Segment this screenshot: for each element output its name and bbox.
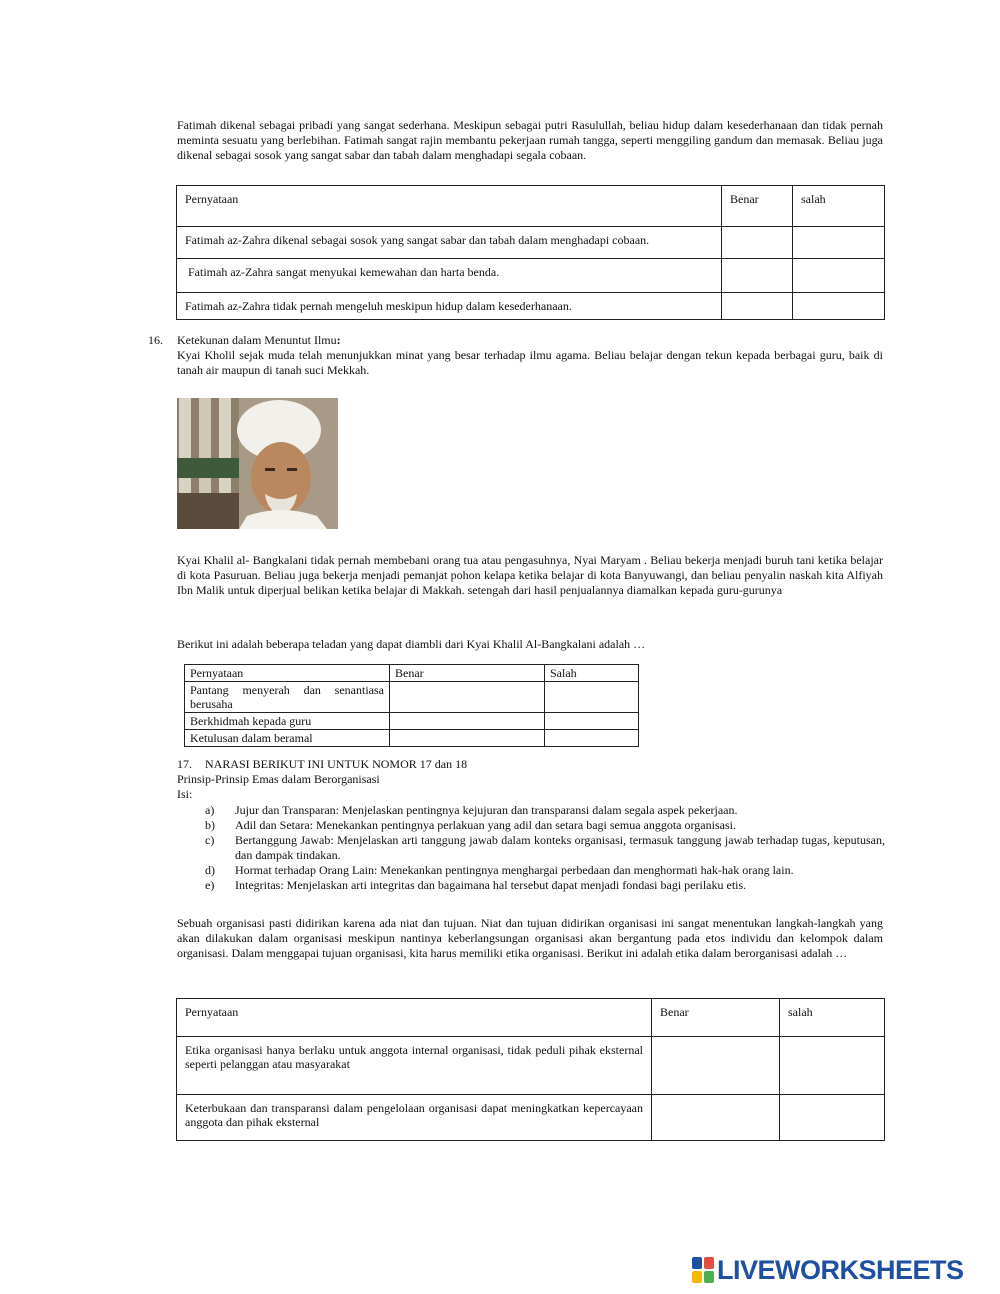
q17-heading — [177, 757, 467, 772]
answer-benar-cell[interactable] — [722, 293, 793, 320]
answer-benar-cell[interactable] — [390, 730, 545, 747]
answer-salah-cell[interactable] — [793, 293, 885, 320]
list-item-text: Hormat terhadap Orang Lain: Menekankan pentingnya menghargai perbedaan dan menghormati hak-hak orang lain. — [235, 863, 794, 877]
table-row: Fatimah az-Zahra sangat menyukai kemewahan dan harta benda. — [177, 259, 722, 293]
question-number-16: 16. — [148, 333, 163, 347]
header-salah: salah — [793, 186, 885, 227]
table-row: Berkhidmah kepada guru — [185, 713, 390, 730]
answer-benar-cell[interactable] — [722, 227, 793, 259]
header-benar: Benar — [652, 999, 780, 1037]
list-item — [205, 818, 885, 833]
portrait-illustration — [177, 398, 338, 529]
table-teladan — [184, 664, 639, 747]
list-item — [205, 833, 885, 863]
list-marker: b) — [205, 818, 215, 832]
list-marker: a) — [205, 803, 215, 817]
header-benar: Benar — [722, 186, 793, 227]
list-item-text: Jujur dan Transparan: Menjelaskan pentingnya kejujuran dan transparansi dalam segala aspek pekerjaan. — [235, 803, 738, 817]
answer-benar-cell[interactable] — [390, 682, 545, 713]
q16-title-colon: : — [336, 333, 341, 347]
kyai-portrait-image — [177, 398, 338, 529]
header-benar: Benar — [390, 665, 545, 682]
question-number-17: 17. — [177, 757, 192, 771]
table-row: Pantang menyerah dan senantiasa berusaha — [185, 682, 390, 713]
table-etika-organisasi — [176, 998, 885, 1141]
answer-salah-cell[interactable] — [545, 682, 639, 713]
table-fatimah — [176, 185, 885, 320]
answer-salah-cell[interactable] — [793, 259, 885, 293]
intro-paragraph: Fatimah dikenal sebagai pribadi yang sangat sederhana. Meskipun sebagai putri Rasulullah, beliau hidup dalam kesederhanaan dan tidak pernah meminta sesuatu yang berlebihan. Fatimah sangat rajin membantu pekerjaan rumah tangga, seperti menggiling gandum dan memasak. Beliau juga dikenal sebagai sosok yang sangat sabar dan tabah dalam menghadapi segala cobaan. — [177, 118, 883, 162]
table-row: Ketulusan dalam beramal — [185, 730, 390, 747]
table-row: Fatimah az-Zahra tidak pernah mengeluh meskipun hidup dalam kesederhanaan. — [177, 293, 722, 320]
header-pernyataan: Pernyataan — [177, 186, 722, 227]
q16-text: Kyai Kholil sejak muda telah menunjukkan minat yang besar terhadap ilmu agama. Beliau belajar dengan tekun kepada berbagai guru, baik di tanah air maupun di tanah suci Mekkah. — [177, 348, 883, 377]
answer-benar-cell[interactable] — [722, 259, 793, 293]
table-row: Fatimah az-Zahra dikenal sebagai sosok yang sangat sabar dan tabah dalam menghadapi cobaan. — [177, 227, 722, 259]
q17-title: NARASI BERIKUT INI UNTUK NOMOR 17 dan 18 — [205, 757, 468, 771]
list-item — [205, 863, 885, 878]
q16-title-text: Ketekunan dalam Menuntut Ilmu — [177, 333, 337, 347]
answer-salah-cell[interactable] — [780, 1037, 885, 1095]
q16-title — [177, 333, 341, 348]
story-paragraph: Kyai Khalil al- Bangkalani tidak pernah membebani orang tua atau pengasuhnya, Nyai Maryam . Beliau bekerja menjadi buruh tani ketika belajar di kota Pasuruan. Beliau juga bekerja menjadi pemanjat pohon kelapa ketika belajar di kota Banyuwangi, dan beliau penyalin naskah kita Alfiyah Ibn Malik untuk diperjual belikan ketika belajar di Makkah. setengah dari hasil penjualannya diamalkan kepada guru-gurunya — [177, 553, 883, 597]
table-row: Etika organisasi hanya berlaku untuk anggota internal organisasi, tidak peduli pihak eksternal seperti pelanggan atau masyarakat — [177, 1037, 652, 1095]
question-text: Berikut ini adalah beberapa teladan yang dapat diambli dari Kyai Khalil Al-Bangkalani adalah … — [177, 637, 646, 651]
answer-benar-cell[interactable] — [390, 713, 545, 730]
header-pernyataan: Pernyataan — [177, 999, 652, 1037]
table-row: Keterbukaan dan transparansi dalam pengelolaan organisasi dapat meningkatkan kepercayaan anggota dan pihak eksternal — [177, 1095, 652, 1141]
answer-benar-cell[interactable] — [652, 1037, 780, 1095]
q17-isi-label: Isi: — [177, 787, 193, 801]
header-pernyataan: Pernyataan — [185, 665, 390, 682]
org-paragraph: Sebuah organisasi pasti didirikan karena ada niat dan tujuan. Niat dan tujuan didirikan organisasi ini sangat menentukan langkah-langkah yang akan dilakukan dalam organisasi meskipun nantinya keberlangsungan organisasi akan bergantung pada etos individu dan kelompok dalam organisasi. Dalam menggapai tujuan organisasi, kita harus memiliki etika organisasi. Berikut ini adalah etika dalam berorganisasi adalah … — [177, 916, 883, 960]
q17-subtitle: Prinsip-Prinsip Emas dalam Berorganisasi — [177, 772, 380, 786]
list-item — [205, 803, 885, 818]
answer-salah-cell[interactable] — [780, 1095, 885, 1141]
answer-salah-cell[interactable] — [793, 227, 885, 259]
list-marker: d) — [205, 863, 215, 877]
list-item-text: Bertanggung Jawab: Menjelaskan arti tanggung jawab dalam konteks organisasi, termasuk tanggung jawab terhadap tugas, keputusan, dan dampak tindakan. — [235, 833, 885, 862]
list-item-text: Adil dan Setara: Menekankan pentingnya perlakuan yang adil dan setara bagi semua anggota organisasi. — [235, 818, 736, 832]
liveworksheets-logo-icon — [692, 1257, 714, 1283]
list-item — [205, 878, 885, 893]
header-salah: salah — [780, 999, 885, 1037]
answer-salah-cell[interactable] — [545, 713, 639, 730]
answer-salah-cell[interactable] — [545, 730, 639, 747]
list-marker: c) — [205, 833, 215, 847]
liveworksheets-logo-text: LIVEWORKSHEETS — [717, 1254, 964, 1285]
header-salah: Salah — [545, 665, 639, 682]
list-marker: e) — [205, 878, 215, 892]
list-item-text: Integritas: Menjelaskan arti integritas dan bagaimana hal tersebut dapat menjadi fondasi bagi perilaku etis. — [235, 878, 747, 892]
liveworksheets-logo — [692, 1256, 964, 1284]
answer-benar-cell[interactable] — [652, 1095, 780, 1141]
